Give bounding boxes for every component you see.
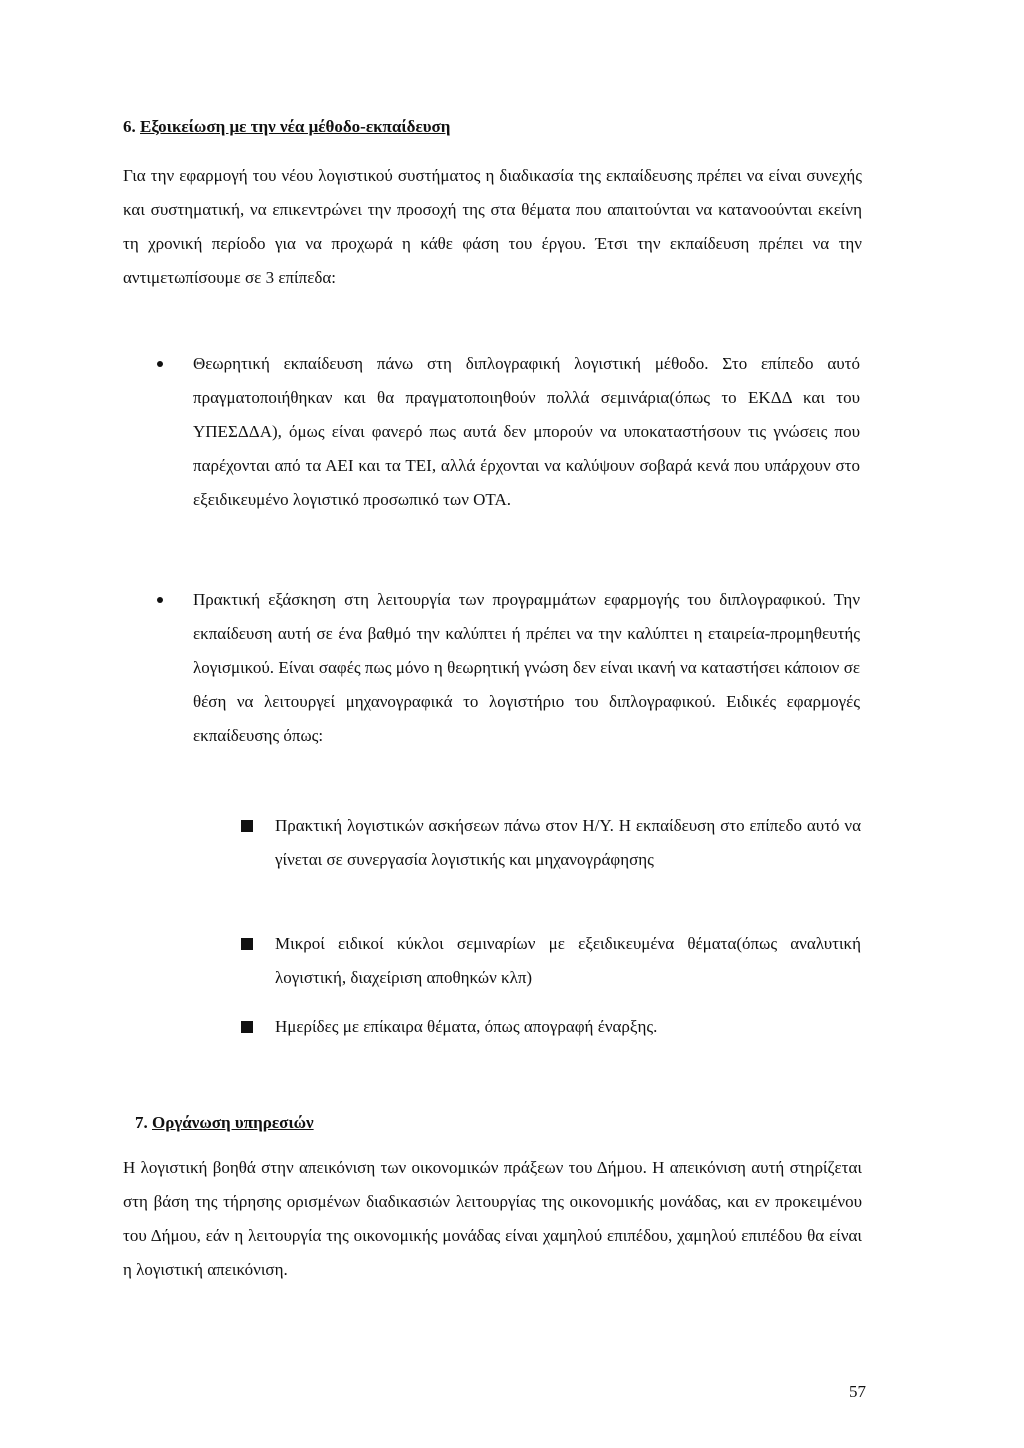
bullet-text: Πρακτική εξάσκηση στη λειτουργία των προγραμμάτων εφαρμογής του διπλογραφικού. Την εκπαίδευση αυτή σε ένα βαθμό την καλύπτει ή πρέπει να την καλύπτει η εταιρεία-προμηθευτής λογισμικού. Είναι σαφές πως μόνο η θεωρητική γνώση δεν είναι ικανή να καταστήσει κάποιον σε θέση να λειτουργεί μηχανογραφικά το λογιστήριο του διπλογραφικού. Ειδικές εφαρμογές εκπαίδευσης όπως: bbox=[193, 590, 860, 745]
section-7-body: Η λογιστική βοηθά στην απεικόνιση των οικονομικών πράξεων του Δήμου. Η απεικόνιση αυτή στηρίζεται στη βάση της τήρησης ορισμένων διαδικασιών λειτουργίας της οικονομικής μονάδας, και εν προκειμένου του Δήμου, εάν η λειτουργία της οικονομικής μονάδας είναι χαμηλού επιπέδου, χαμηλού επιπέδου θα είναι η λογιστική απεικόνιση. bbox=[123, 1158, 862, 1279]
subitem-text: Πρακτική λογιστικών ασκήσεων πάνω στον Η/Υ. Η εκπαίδευση στο επίπεδο αυτό να γίνεται σε συνεργασία λογιστικής και μηχανογράφησης bbox=[275, 816, 861, 869]
section-7-number: 7. bbox=[135, 1113, 148, 1132]
bullet-dot bbox=[157, 597, 163, 603]
bullet-text: Θεωρητική εκπαίδευση πάνω στη διπλογραφική λογιστική μέθοδο. Στο επίπεδο αυτό πραγματοποιήθηκαν και θα πραγματοποιηθούν πολλά σεμινάρια(όπως το ΕΚΔΔ και του ΥΠΕΣΔΔΑ), όμως είναι φανερό πως αυτά δεν μπορούν να υποκαταστήσουν τις γνώσεις που παρέχονται από τα ΑΕΙ και τα ΤΕΙ, αλλά έρχονται να καλύψουν σοβαρά κενά που υπάρχουν στο εξειδικευμένο λογιστικό προσωπικό των ΟΤΑ. bbox=[193, 354, 860, 509]
subitem-text: Μικροί ειδικοί κύκλοι σεμιναρίων με εξειδικευμένα θέματα(όπως αναλυτική λογιστική, διαχείριση αποθηκών κλπ) bbox=[275, 934, 861, 987]
page-number: 57 bbox=[849, 1382, 866, 1401]
section-7-heading bbox=[135, 1111, 314, 1135]
square-bullet-icon bbox=[241, 938, 253, 950]
section-6-title: Εξοικείωση με την νέα μέθοδο-εκπαίδευση bbox=[140, 117, 451, 136]
section-7-title: Οργάνωση υπηρεσιών bbox=[152, 1113, 314, 1132]
section-6-heading bbox=[123, 115, 450, 139]
square-bullet-icon bbox=[241, 1021, 253, 1033]
section-6-intro: Για την εφαρμογή του νέου λογιστικού συστήματος η διαδικασία της εκπαίδευσης πρέπει να είναι συνεχής και συστηματική, να επικεντρώνει την προσοχή της στα θέματα που απαιτούνται να κατανοούνται εκείνη τη χρονική περίοδο για να προχωρά η κάθε φάση του έργου. Έτσι την εκπαίδευση πρέπει να την αντιμετωπίσουμε σε 3 επίπεδα: bbox=[123, 166, 862, 287]
subitem-text: Ημερίδες με επίκαιρα θέματα, όπως απογραφή έναρξης. bbox=[275, 1017, 658, 1036]
square-bullet-icon bbox=[241, 820, 253, 832]
section-6-number: 6. bbox=[123, 117, 136, 136]
bullet-dot bbox=[157, 361, 163, 367]
